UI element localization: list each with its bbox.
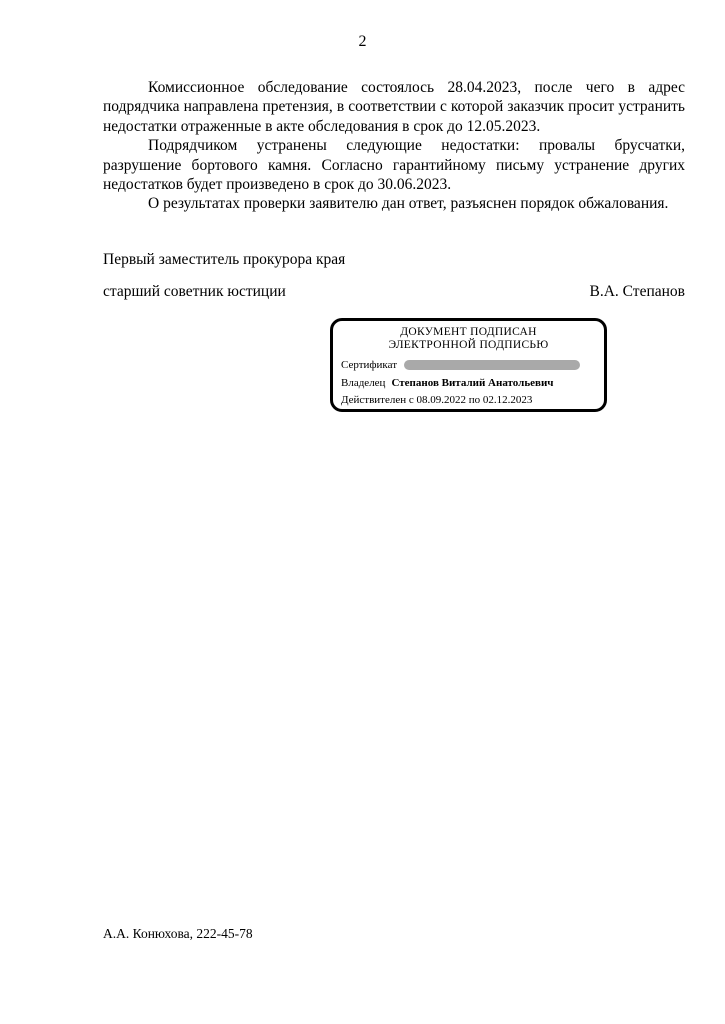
signer-position-line2: старший советник юстиции: [103, 282, 286, 300]
stamp-owner-row: [341, 377, 596, 390]
digital-signature-stamp: [330, 318, 607, 412]
stamp-title: [341, 326, 596, 352]
page-number: 2: [358, 33, 367, 50]
paragraph-inspection-results: О результатах проверки заявителю дан ответ, разъяснен порядок обжалования.: [148, 195, 669, 213]
stamp-title-line2: ЭЛЕКТРОННОЙ ПОДПИСЬЮ: [388, 338, 549, 351]
stamp-certificate-row: [341, 359, 596, 372]
signature-row: [0, 282, 725, 301]
signer-name: В.А. Степанов: [589, 282, 685, 300]
certificate-label: Сертификат: [341, 358, 397, 371]
certificate-redaction-bar: [404, 360, 580, 370]
stamp-title-line1: ДОКУМЕНТ ПОДПИСАН: [400, 325, 537, 338]
owner-name: Степанов Виталий Анатольевич: [391, 376, 554, 389]
executor-contact: А.А. Конюхова, 222-45-78: [103, 926, 253, 941]
body-text: [0, 78, 725, 214]
paragraph-commission-inspection: Комиссионное обследование состоялось 28.04.2023, после чего в адрес подрядчика направлена претензия, в соответствии с которой заказчик просит устранить недостатки отраженные в акте обследования в срок до 12.05.2023.: [103, 79, 685, 135]
signer-position-line1: Первый заместитель прокурора края: [103, 250, 346, 268]
owner-label: Владелец: [341, 376, 386, 389]
paragraph-contractor-fixes: Подрядчиком устранены следующие недостатки: провалы брусчатки, разрушение бортового камня. Согласно гарантийному письму устранение других недостатков будет произведено в срок до 30.06.2023.: [103, 137, 685, 194]
validity-dates: Действителен с 08.09.2022 по 02.12.2023: [341, 393, 533, 406]
stamp-validity-row: [341, 394, 596, 407]
